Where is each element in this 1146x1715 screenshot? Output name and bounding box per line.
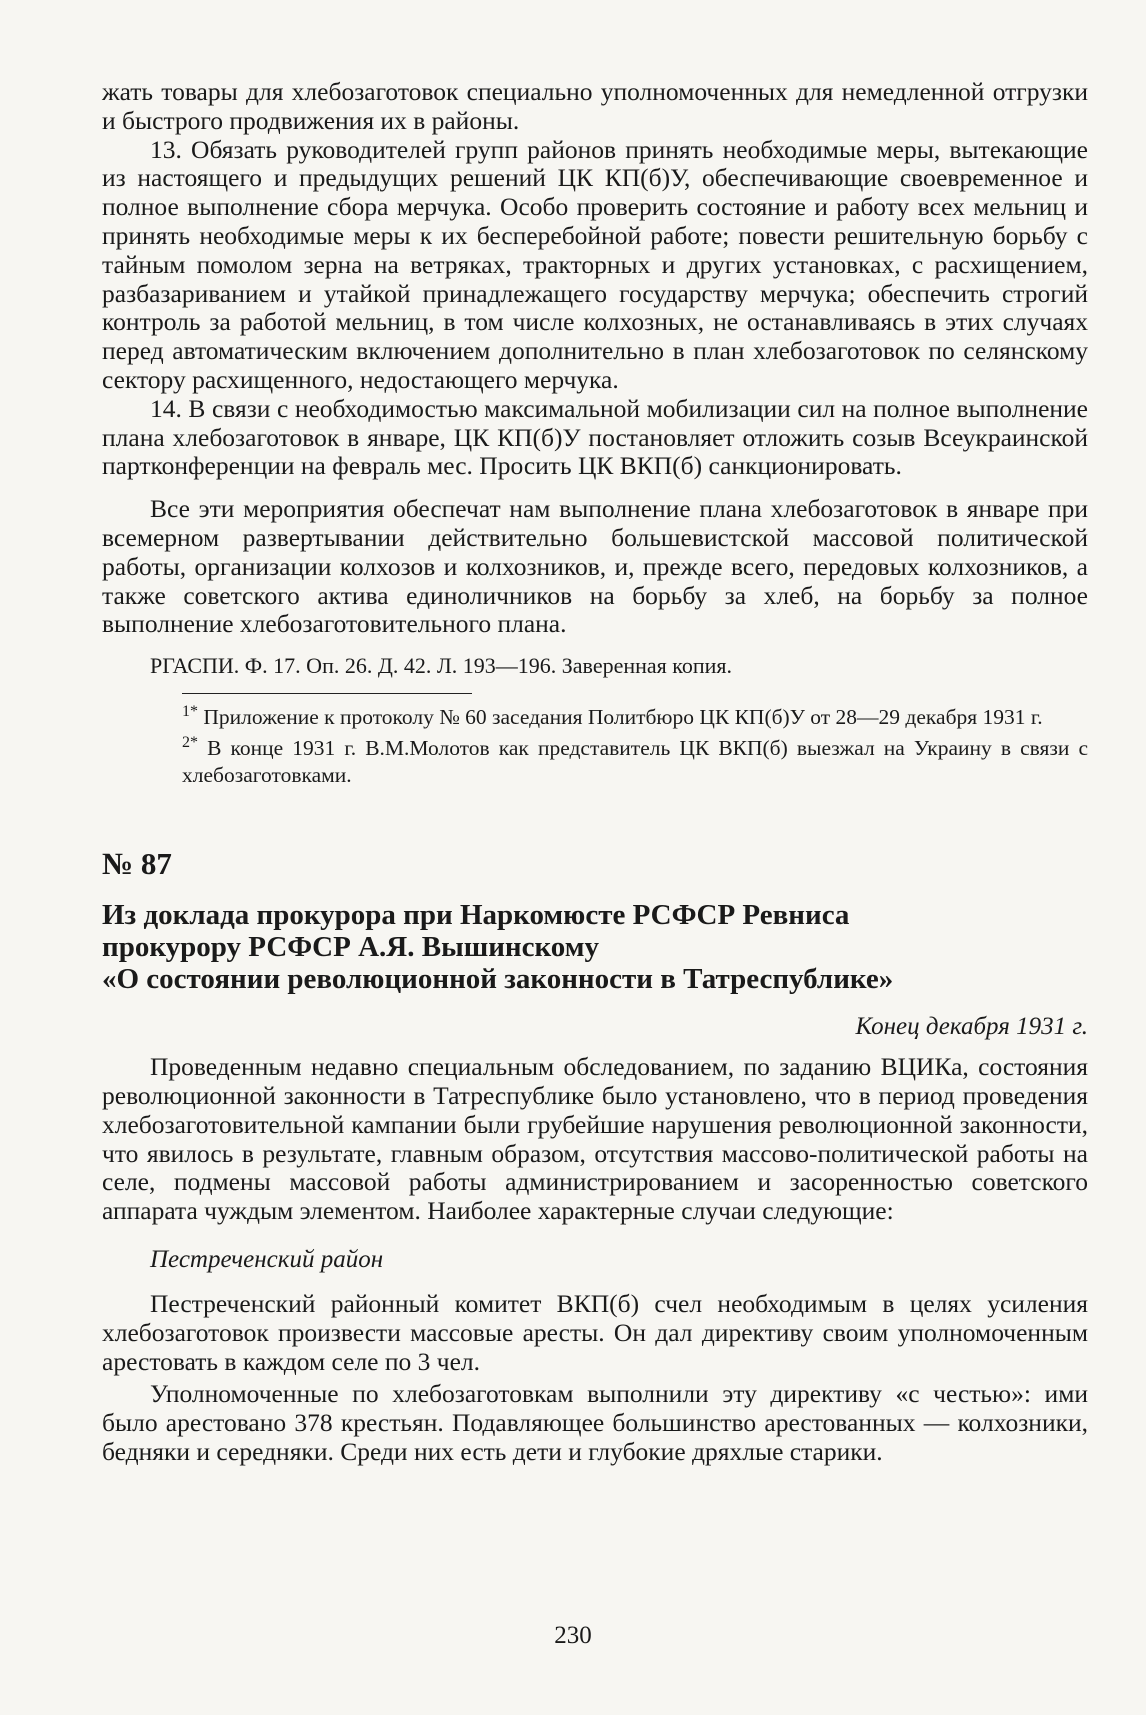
footnote-1-text: Приложение к протоколу № 60 заседания Политбюро ЦК КП(б)У от 28—29 декабря 1931 г. [203, 705, 1043, 730]
text-block [102, 78, 1088, 1467]
paragraph-continuation: жать товары для хлебозаготовок специально уполномоченных для немедленной отгрузки и быстрого продвижения их в районы. [102, 77, 1088, 135]
paragraph-item-14: 14. В связи с необходимостью максимальной мобилизации сил на полное выполнение плана хлебозаготовок в январе, ЦК КП(б)У постановляет отложить созыв Всеукраинской партконференции на февраль мес. Просить ЦК ВКП(б) санкционировать. [102, 393, 1088, 481]
paragraph-conclusion: Все эти мероприятия обеспечат нам выполнение плана хлебозаготовок в январе при всемерном развертывании действительно большевистской массовой политической работы, организации колхозов и колхозников, и, прежде всего, передовых колхозников, а также советского актива единоличников на борьбу за хлеб, на борьбу за полное выполнение хлебозаготовительного плана. [102, 494, 1088, 639]
document-title-line: Из доклада прокурора при Наркомюсте РСФСР Ревниса [102, 899, 850, 932]
footnote-2 [102, 735, 1088, 789]
footnote-1 [102, 704, 1088, 731]
document-date: Конец декабря 1931 г. [855, 1013, 1088, 1041]
page-number: 230 [554, 1622, 592, 1649]
paragraph-district-1: Пестреченский районный комитет ВКП(б) счел необходимым в целях усиления хлебозаготовок произвести массовые аресты. Он дал директиву своим уполномоченным арестовать в каждом селе по 3 чел. [102, 1288, 1088, 1376]
paragraph-item-13: 13. Обязать руководителей групп районов принять необходимые меры, вытекающие из настоящего и предыдущих решений ЦК КП(б)У, обеспечивающие своевременное и полное выполнение сбора мерчука. Особо проверить состояние и работу всех мельниц и принять необходимые меры к их бесперебойной работе; повести решительную борьбу с тайным помолом зерна на ветряках, тракторных и других установках, с расхищением, разбазариванием и утайкой принадлежащего государству мерчука; обеспечить строгий контроль за работой мельниц, в том числе колхозных, не останавливаясь в этих случаях перед автоматическим включением дополнительно в план хлебозаготовок по селянскому сектору расхищенного, недостающего мерчука. [102, 134, 1088, 394]
district-subheading: Пестреченский район [150, 1245, 384, 1273]
paragraph-district-2: Уполномоченные по хлебозаготовкам выполнили эту директиву «с честью»: ими было арестовано 378 крестьян. Подавляющее большинство арестованных — колхозники, бедняки и середняки. Среди них есть дети и глубокие дряхлые старики. [102, 1379, 1088, 1466]
document-title-line: прокурору РСФСР А.Я. Вышинскому [102, 931, 600, 964]
archive-source: РГАСПИ. Ф. 17. Оп. 26. Д. 42. Л. 193—196. Заверенная копия. [150, 653, 733, 679]
document-title-line: «О состоянии революционной законности в Татреспублике» [102, 963, 894, 996]
footnote-1-mark: 1* [182, 702, 198, 720]
footnote-2-mark: 2* [182, 733, 198, 751]
document-number: № 87 [102, 846, 172, 882]
footnote-2-text: В конце 1931 г. В.М.Молотов как представитель ЦК ВКП(б) выезжал на Украину в связи с хлебозаготовками. [182, 736, 1089, 788]
footnote-divider [182, 693, 472, 694]
document-title [102, 899, 1088, 995]
document-intro: Проведенным недавно специальным обследованием, по заданию ВЦИКа, состояния революционной законности в Татреспублике было установлено, что в период проведения хлебозаготовительной кампании были грубейшие нарушения революционной законности, что явилось в результате, главным образом, отсутствия массово-политической работы на селе, подмены массовой работы администрированием и засоренностью советского аппарата чуждым элементом. Наиболее характерные случаи следующие: [102, 1052, 1088, 1226]
